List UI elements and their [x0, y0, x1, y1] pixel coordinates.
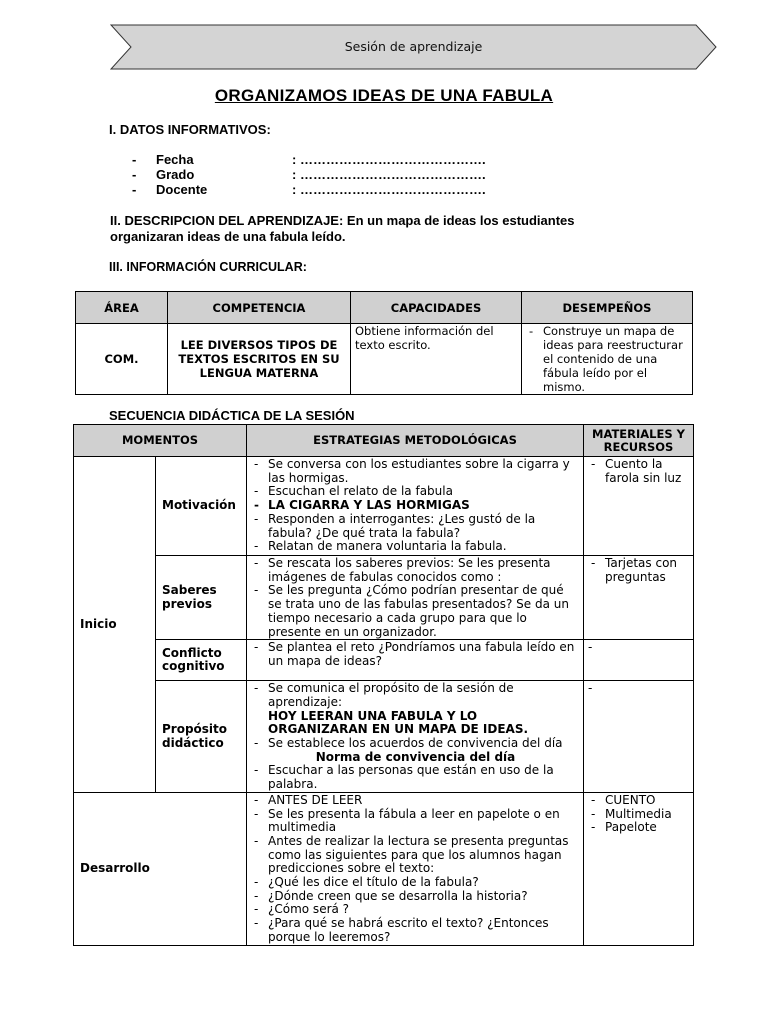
secuencia-heading: SECUENCIA DIDÁCTICA DE LA SESIÓN	[109, 408, 355, 423]
list-item: - Responden a interrogantes: ¿Les gustó de la fabula? ¿De qué trata la fabula?	[254, 511, 536, 540]
field-value: : …………………………………….	[292, 152, 486, 167]
proposito-statement: HOY LEERAN UNA FABULA Y LO ORGANIZARAN EN UN MAPA DE IDEAS.	[268, 708, 529, 737]
field-label: Grado	[156, 167, 195, 182]
cell-motivacion-strategies	[247, 457, 584, 556]
cell-conflicto-materiales: -	[584, 640, 694, 681]
list-item: - Relatan de manera voluntaria la fabula.	[254, 539, 507, 554]
header-desempenos: DESEMPEÑOS	[522, 292, 693, 324]
list-item: - ANTES DE LEER	[254, 792, 363, 807]
header-estrategias: ESTRATEGIAS METODOLÓGICAS	[247, 425, 584, 457]
bullet-dash: -	[132, 167, 137, 182]
list-item: - CUENTO	[591, 792, 656, 807]
cell-proposito-materiales: -	[584, 681, 694, 793]
list-item: - Cuento la farola sin luz	[591, 457, 682, 485]
field-value: : …………………………………….	[292, 167, 486, 182]
list-item: - Multimedia	[591, 806, 672, 821]
list-item: - Papelote	[591, 820, 657, 835]
cell-inicio: Inicio	[74, 457, 156, 793]
cell-saberes-materiales	[584, 556, 694, 640]
list-item: - Se plantea el reto ¿Pondríamos una fabula leído en un mapa de ideas?	[254, 640, 575, 668]
cell-proposito-strategies	[247, 681, 584, 793]
table-row	[76, 324, 693, 395]
cell-motivacion-materiales	[584, 457, 694, 556]
list-item: - Se conversa con los estudiantes sobre la cigarra y las hormigas.	[254, 457, 570, 485]
cell-proposito: Propósito didáctico	[156, 681, 247, 793]
list-item: - Se les pregunta ¿Cómo podrían presentar de qué se trata uno de las fabulas presentados? Se da un tiempo necesario a cada grupo para que lo presente en un organizador.	[254, 583, 569, 639]
cell-competencia: LEE DIVERSOS TIPOS DE TEXTOS ESCRITOS EN SU LENGUA MATERNA	[168, 324, 351, 395]
list-item: - Se les presenta la fábula a leer en papelote o en multimedia	[254, 806, 560, 835]
header-materiales: MATERIALES Y RECURSOS	[584, 425, 694, 457]
bullet-dash: -	[132, 182, 137, 197]
curricular-heading: III. INFORMACIÓN CURRICULAR:	[109, 260, 307, 274]
curricular-table	[75, 291, 693, 395]
cell-motivacion: Motivación	[156, 457, 247, 556]
field-value: : …………………………………….	[292, 182, 486, 197]
secuencia-table	[73, 424, 694, 946]
cell-desarrollo: Desarrollo	[74, 792, 247, 945]
table-row-proposito	[74, 681, 694, 793]
cell-area: COM.	[76, 324, 168, 395]
list-item: - Antes de realizar la lectura se presenta preguntas como las siguientes para que los alumnos hagan predicciones sobre el texto:	[254, 833, 569, 876]
header-momentos: MOMENTOS	[74, 425, 247, 457]
table-row-saberes	[74, 556, 694, 640]
header-area: ÁREA	[76, 292, 168, 324]
cell-conflicto: Conflicto cognitivo	[156, 640, 247, 681]
list-item: - Escuchan el relato de la fabula	[254, 484, 453, 499]
field-label: Fecha	[156, 152, 194, 167]
table-header-row	[74, 425, 694, 457]
bullet-dash: -	[132, 152, 137, 167]
cell-capacidades: Obtiene información del texto escrito.	[351, 324, 522, 395]
cell-desarrollo-strategies	[247, 792, 584, 945]
list-item: - Se establece los acuerdos de convivencia del día	[254, 736, 563, 751]
list-item: - Construye un mapa de ideas para reestructurar el contenido de una fábula leído por el mismo.	[529, 324, 683, 394]
session-banner	[110, 24, 717, 70]
header-competencia: COMPETENCIA	[168, 292, 351, 324]
table-header-row	[76, 292, 693, 324]
list-item: - Escuchar a las personas que están en uso de la palabra.	[254, 763, 554, 792]
list-item: - ¿Para qué se habrá escrito el texto? ¿Entonces porque lo leeremos?	[254, 916, 549, 944]
table-row-conflicto	[74, 640, 694, 681]
cell-saberes: Saberes previos	[156, 556, 247, 640]
list-item: - ¿Qué les dice el título de la fabula?	[254, 875, 479, 890]
header-capacidades: CAPACIDADES	[351, 292, 522, 324]
list-item: - LA CIGARRA Y LAS HORMIGAS	[254, 498, 470, 513]
cell-desempenos	[522, 324, 693, 395]
list-item: - Se comunica el propósito de la sesión de aprendizaje:	[254, 681, 514, 709]
cell-desarrollo-materiales	[584, 792, 694, 945]
banner-text: Sesión de aprendizaje	[344, 39, 483, 54]
field-label: Docente	[156, 182, 208, 197]
list-item: - ¿Dónde creen que se desarrolla la historia?	[254, 888, 528, 903]
page-title: ORGANIZAMOS IDEAS DE UNA FABULA	[214, 86, 554, 105]
table-row-motivacion	[74, 457, 694, 556]
table-row-desarrollo	[74, 792, 694, 945]
norma-heading: Norma de convivencia del día	[315, 749, 516, 764]
list-item: - Se rescata los saberes previos: Se les presenta imágenes de fabulas conocidos como :	[254, 556, 551, 584]
cell-conflicto-strategies	[247, 640, 584, 681]
cell-saberes-strategies	[247, 556, 584, 640]
list-item: - ¿Cómo será ?	[254, 902, 350, 917]
datos-heading: I. DATOS INFORMATIVOS:	[109, 122, 271, 137]
descripcion-paragraph: II. DESCRIPCION DEL APRENDIZAJE: En un mapa de ideas los estudiantes organizaran ideas de una fabula leído.	[110, 213, 575, 244]
list-item: - Tarjetas con preguntas	[591, 556, 678, 584]
